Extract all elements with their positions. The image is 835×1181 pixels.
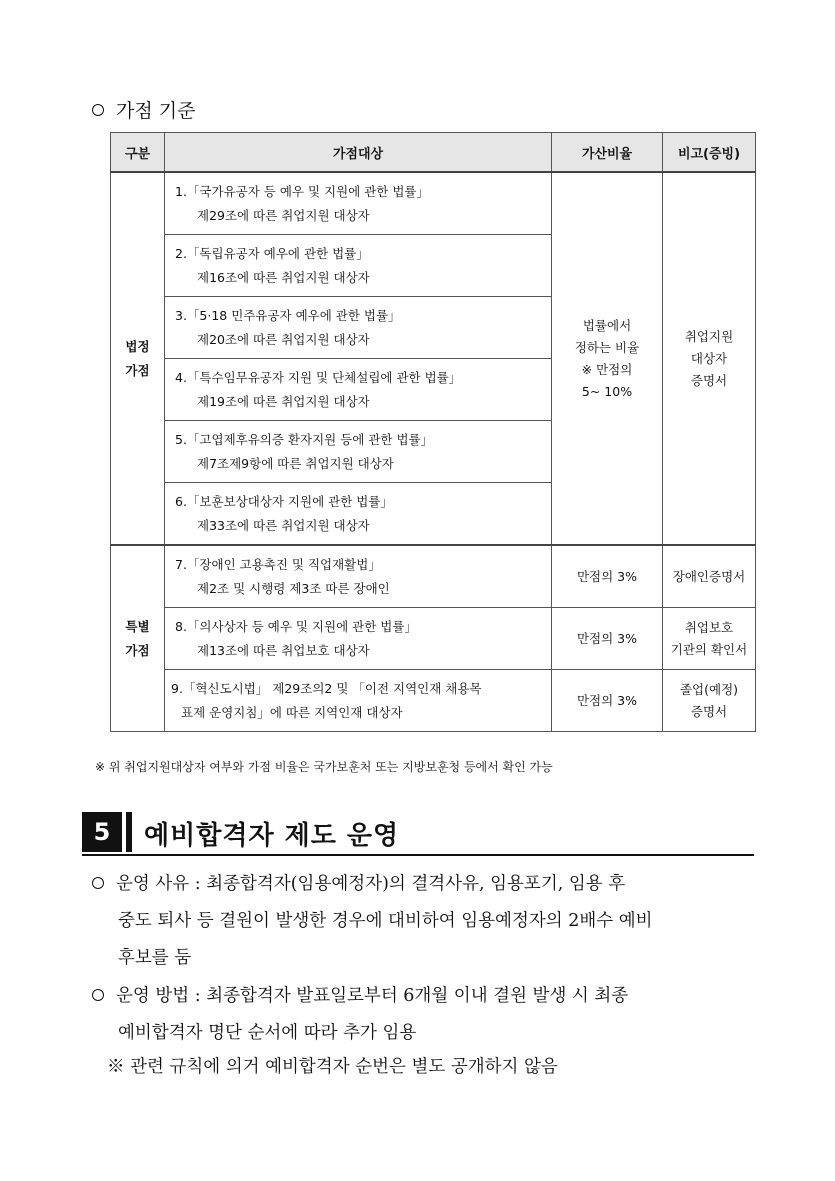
table-footnote: ※ 위 취업지원대상자 여부와 가점 비율은 국가보훈처 또는 지방보훈청 등에서 확인 가능 <box>95 760 553 774</box>
table-row <box>111 545 756 608</box>
section5-title: 예비합격자 제도 운영 <box>144 821 400 851</box>
item-line: 8.「의사상자 등 예우 및 지원에 관한 법률」 <box>175 618 417 634</box>
item-line: 제29조에 따른 취업지원 대상자 <box>197 207 370 223</box>
rate-cell: 만점의 3% <box>552 670 663 732</box>
para-text: 운영 방법 : 최종합격자 발표일로부터 6개월 이내 결원 발생 시 최종 <box>116 986 629 1006</box>
note-text: 졸업(예정) <box>679 681 739 697</box>
target-item <box>165 172 552 235</box>
rate-text: ※ 만점의 <box>581 361 633 377</box>
rate-text: 5~ 10% <box>581 383 633 399</box>
section5-note: ※ 관련 규칙에 의거 예비합격자 순번은 별도 공개하지 않음 <box>107 1057 558 1077</box>
para-text: 운영 사유 : 최종합격자(임용예정자)의 결격사유, 임용포기, 임용 후 <box>116 874 626 894</box>
target-item <box>165 235 552 297</box>
circle-bullet-icon <box>92 989 104 1001</box>
note-text: 취업보호 <box>684 619 734 635</box>
category-text: 가점 <box>125 362 150 378</box>
note-text: 취업지원 <box>684 328 734 344</box>
target-item <box>165 545 552 608</box>
para-line <box>92 866 760 903</box>
item-line: 6.「보훈보상대상자 지원에 관한 법률」 <box>175 493 393 509</box>
table-row <box>111 172 756 235</box>
target-item <box>165 359 552 421</box>
item-line: 4.「특수임무유공자 지원 및 단체설립에 관한 법률」 <box>175 369 462 385</box>
note-text: 증명서 <box>690 372 728 388</box>
category-special <box>111 545 165 732</box>
item-line: 2.「독립유공자 예우에 관한 법률」 <box>175 245 369 261</box>
circle-bullet-icon <box>92 877 104 889</box>
table-row <box>111 608 756 670</box>
target-item <box>165 421 552 483</box>
item-line: 5.「고엽제후유의증 환자지원 등에 관한 법률」 <box>175 431 434 447</box>
rate-text: 법률에서 <box>582 317 632 333</box>
item-line: 표제 운영지침」에 따른 지역인재 대상자 <box>181 704 403 720</box>
note-legal <box>663 172 756 545</box>
target-item <box>165 297 552 359</box>
item-line: 제16조에 따른 취업지원 대상자 <box>197 269 370 285</box>
note-text: 대상자 <box>690 350 728 366</box>
item-line: 제20조에 따른 취업지원 대상자 <box>197 331 370 347</box>
item-line: 1.「국가유공자 등 예우 및 지원에 관한 법률」 <box>175 183 429 199</box>
rate-cell: 만점의 3% <box>552 545 663 608</box>
note-text: 증명서 <box>690 703 728 719</box>
list-item-operation-method <box>92 978 760 1052</box>
header-note: 비고(증빙) <box>663 133 756 173</box>
para-line: 후보를 둠 <box>118 948 192 968</box>
target-item <box>165 670 552 732</box>
rate-text: 정하는 비율 <box>574 339 640 355</box>
category-text: 법정 <box>125 338 150 354</box>
header-rate: 가산비율 <box>552 133 663 173</box>
para-line: 예비합격자 명단 순서에 따라 추가 임용 <box>118 1023 417 1043</box>
rate-cell: 만점의 3% <box>552 608 663 670</box>
note-cell <box>663 545 756 608</box>
list-item-operation-reason <box>92 866 760 977</box>
category-legal <box>111 172 165 545</box>
section-accent-bar <box>126 812 132 852</box>
item-line: 제19조에 따른 취업지원 대상자 <box>197 393 370 409</box>
item-line: 제33조에 따른 취업지원 대상자 <box>197 517 370 533</box>
category-text: 가점 <box>125 642 150 658</box>
section-heading-text: 가점 기준 <box>116 100 196 122</box>
rate-legal <box>552 172 663 545</box>
note-text: 장애인증명서 <box>672 568 746 584</box>
category-text: 특별 <box>125 618 150 634</box>
header-category: 구분 <box>111 133 165 173</box>
table-row <box>111 670 756 732</box>
item-line: 3.「5·18 민주유공자 예우에 관한 법률」 <box>175 307 401 323</box>
item-line: 제2조 및 시행령 제3조 따른 장애인 <box>197 580 390 596</box>
para-line: 중도 퇴사 등 결원이 발생한 경우에 대비하여 임용예정자의 2배수 예비 <box>118 911 653 931</box>
target-item <box>165 608 552 670</box>
target-item <box>165 483 552 546</box>
section-number-badge: 5 <box>82 812 122 852</box>
para-line <box>92 978 760 1015</box>
table-header-row <box>111 133 756 173</box>
bonus-criteria-table <box>110 132 756 732</box>
note-cell <box>663 608 756 670</box>
header-target: 가점대상 <box>165 133 552 173</box>
note-text: 기관의 확인서 <box>670 641 748 657</box>
item-line: 7.「장애인 고용촉진 및 직업재활법」 <box>175 556 381 572</box>
item-line: 제13조에 따른 취업보호 대상자 <box>197 642 370 658</box>
section-underline <box>82 854 754 856</box>
circle-bullet-icon <box>92 104 104 116</box>
section-heading-bonus-criteria <box>92 96 195 123</box>
note-cell <box>663 670 756 732</box>
item-line: 9.「혁신도시법」 제29조의2 및 「이전 지역인재 채용목 <box>171 680 482 696</box>
item-line: 제7조제9항에 따른 취업지원 대상자 <box>197 455 394 471</box>
